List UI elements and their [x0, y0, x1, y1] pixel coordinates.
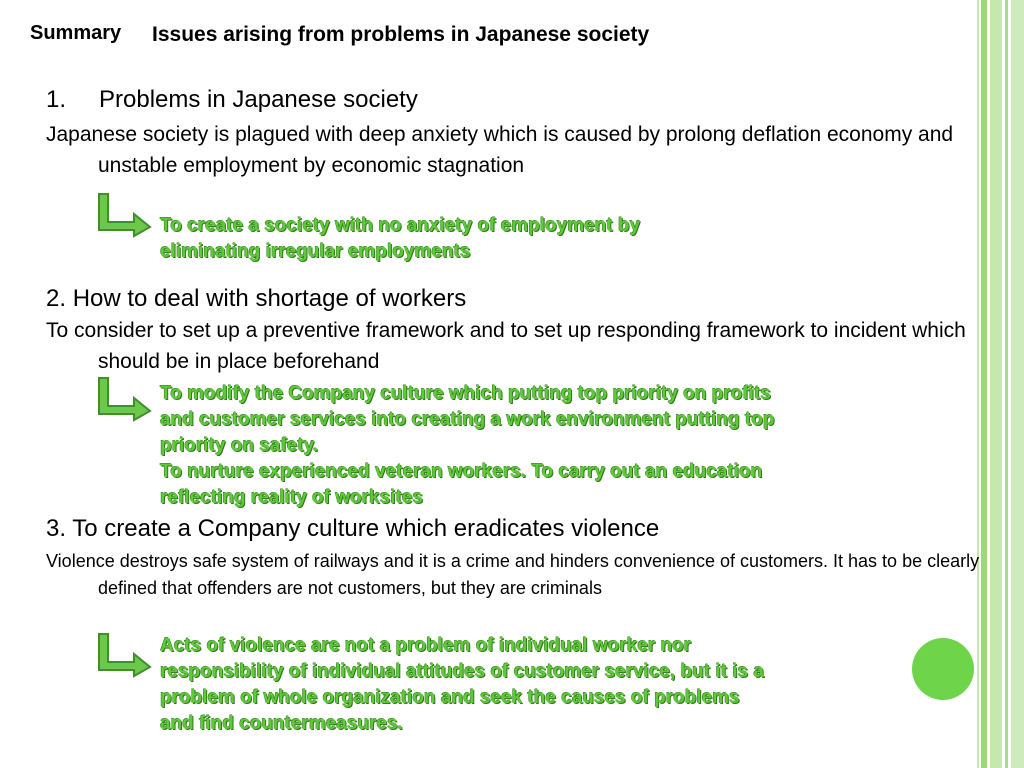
border-stripe [977, 0, 979, 768]
right-arrow-icon [96, 192, 152, 238]
border-stripe [1005, 0, 1008, 768]
section-number: 2. [46, 285, 67, 312]
section-2-measure: To modify the Company culture which putting top priority on profits and customer services into creating a work environment putting top priority on safety. To nurture experienced veteran workers. To carry out an education reflecting reality of worksites [160, 383, 775, 508]
green-circle-decoration [912, 638, 974, 700]
right-arrow-icon [96, 632, 152, 678]
section-number: 1. [46, 86, 67, 113]
section-number: 3. [46, 515, 67, 542]
section-2-body: To consider to set up a preventive framework and to set up responding framework to incident which should be in place beforehand [46, 319, 966, 373]
section-heading-text: How to deal with shortage of workers [72, 285, 467, 312]
section-3-heading [46, 515, 659, 543]
summary-label: Summary [30, 22, 122, 44]
border-stripe [981, 0, 987, 768]
border-stripe [990, 0, 1002, 768]
border-stripe [1011, 0, 1024, 768]
section-heading-text: To create a Company culture which eradicates violence [72, 515, 660, 542]
right-arrow-icon [96, 376, 152, 422]
section-3-measure: Acts of violence are not a problem of individual worker nor responsibility of individual attitudes of customer service, but it is a problem of whole organization and seek the causes of problems and find countermeasures. [160, 635, 764, 734]
section-1-measure: To create a society with no anxiety of employment by eliminating irregular employments [160, 215, 641, 262]
section-3-body: Violence destroys safe system of railways and it is a crime and hinders convenience of customers. It has to be clearly defined that offenders are not customers, but they are criminals [46, 551, 980, 598]
section-heading-text: Problems in Japanese society [99, 86, 418, 113]
section-1-heading [46, 86, 418, 114]
page-title: Issues arising from problems in Japanese society [152, 23, 650, 46]
section-1-body: Japanese society is plagued with deep anxiety which is caused by prolong deflation economy and unstable employment by economic stagnation [46, 123, 954, 177]
section-2-heading [46, 285, 466, 313]
